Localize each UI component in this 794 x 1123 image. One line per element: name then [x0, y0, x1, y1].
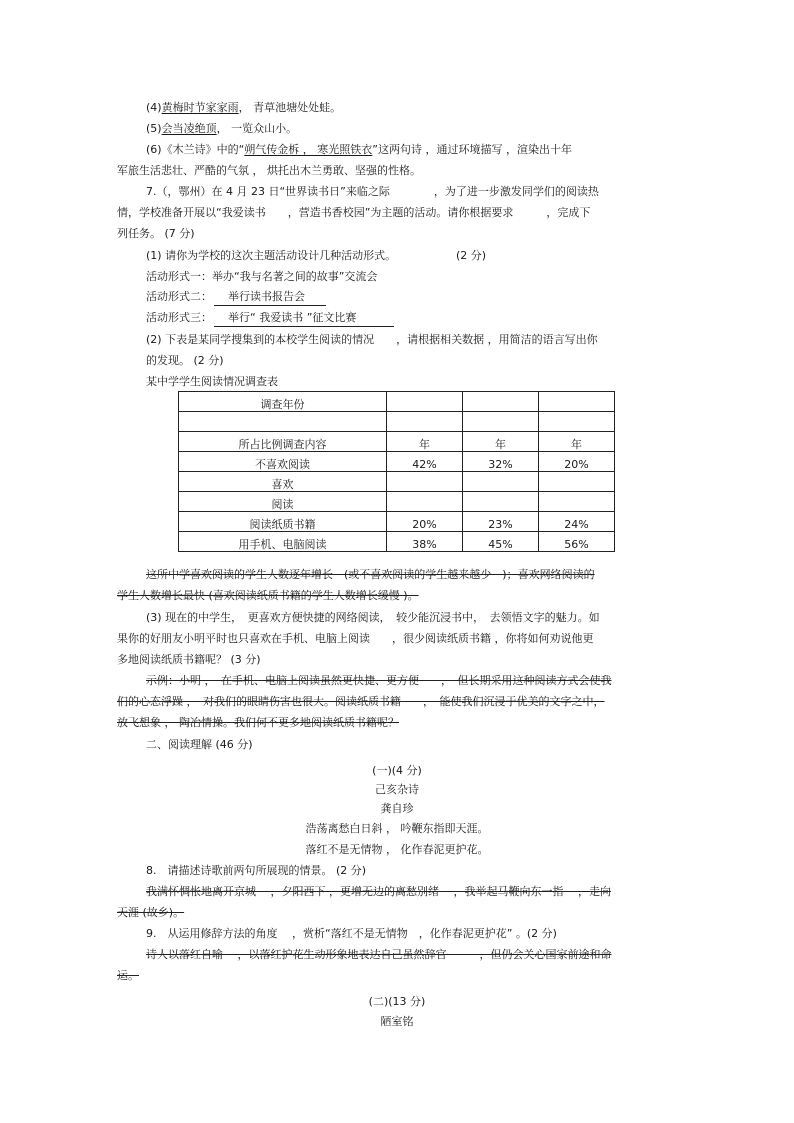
- table-cell: 20%: [539, 452, 615, 472]
- part1-heading: (一)(4 分): [372, 764, 422, 777]
- answer-blank: 会当凌绝顶: [161, 122, 217, 135]
- row-label: 喜欢: [179, 472, 387, 492]
- q8-question: 8. 请描述诗歌前两句所展现的情景。 (2 分): [146, 864, 367, 877]
- q7-sub1-points: (2 分): [456, 249, 487, 262]
- line-text: ， 青草池塘处处蛙。: [238, 101, 342, 114]
- table-cell: [463, 392, 539, 412]
- part2-heading: (二)(13 分): [368, 995, 426, 1008]
- table-title: 某中学学生阅读情况调查表: [146, 375, 278, 388]
- poem-author: 龚自珍: [380, 802, 414, 815]
- q7-sub3-answer-line-2: 们的心态浮躁 ， 对我们的眼睛伤害也很大。阅读纸质书籍 ， 能使我们沉浸于优美的文字之中，: [117, 695, 605, 708]
- q9-answer-line-1: 诗人以落红自喻 ，以落红护花生动形象地表达自己虽然辞官 ，但仍会关心国家前途和命: [146, 948, 612, 961]
- fill-line-5: [146, 122, 297, 136]
- q7-line-3: 列任务。 (7 分): [117, 227, 195, 240]
- answer-blank: 黄梅时节家家雨: [161, 101, 239, 114]
- table-row: [179, 432, 615, 452]
- q7-sub2-answer-line-2: 学生人数增长最快 (喜欢阅读纸质书籍的学生人数增长缓慢 )。: [117, 589, 419, 602]
- table-cell: [179, 412, 387, 432]
- table-cell: [539, 412, 615, 432]
- year-cell: 年: [463, 432, 539, 452]
- q7-sub3-line-3: 多地阅读纸质书籍呢？ (3 分): [117, 653, 261, 666]
- q7-sub2-answer-line-1: 这所中学喜欢阅读的学生人数逐年增长 (或不喜欢阅读的学生越来越少 )；喜欢网络阅读的: [146, 568, 595, 581]
- line-text: ， 一览众山小。: [216, 122, 298, 135]
- item-number: (6)《木兰诗》中的“: [146, 143, 245, 156]
- table-cell: [539, 472, 615, 492]
- q7-sub3-line-1: (3) 现在的中学生， 更喜欢方便快捷的网络阅读， 较少能沉浸书中， 去领悟文字的魅力。如: [146, 611, 600, 624]
- row-label: 不喜欢阅读: [179, 452, 387, 472]
- activity-form-3-label: 活动形式三：: [146, 311, 212, 324]
- activity-form-3-answer: 举行“ 我爱读书 ”征文比赛: [228, 311, 357, 324]
- q7-sub2-line-2: 的发现。 (2 分): [146, 354, 224, 367]
- table-cell: [387, 492, 463, 512]
- fill-line-6: [146, 143, 572, 157]
- line-text: ”这两句诗 ，通过环境描写 ，渲染出十年: [372, 143, 572, 156]
- table-cell: [387, 472, 463, 492]
- table-row: [179, 532, 615, 552]
- row-label: 阅读纸质书籍: [179, 512, 387, 532]
- q9-answer-line-2: 运。: [117, 969, 139, 982]
- table-header-cell: 所占比例调查内容: [179, 432, 387, 452]
- table-cell: 42%: [387, 452, 463, 472]
- table-cell: [387, 392, 463, 412]
- table-row: [179, 472, 615, 492]
- q7-line-2: 情，学校准备开展以“我爱读书 ，营造书香校园”为主题的活动。请你根据要求 ，完成下: [117, 206, 591, 219]
- q7-sub1-title: (1) 请你为学校的这次主题活动设计几种活动形式。: [146, 249, 397, 262]
- poem-verse-2: 落红不是无情物 ， 化作春泥更护花。: [305, 843, 489, 856]
- table-cell: 23%: [463, 512, 539, 532]
- table-cell: [387, 412, 463, 432]
- table-cell: [463, 492, 539, 512]
- table-header-cell: 调查年份: [179, 392, 387, 412]
- year-cell: 年: [387, 432, 463, 452]
- table-cell: 56%: [539, 532, 615, 552]
- table-cell: [463, 412, 539, 432]
- row-label: 用手机、电脑阅读: [179, 532, 387, 552]
- item-number: (4): [146, 101, 162, 114]
- table-row: [179, 392, 615, 412]
- q8-answer-line-1: 我满怀惆怅地离开京城 ，夕阳西下 ，更增无边的离愁别绪 ，我举起马鞭向东一指 ，走向: [146, 885, 611, 898]
- section-heading: 二、阅读理解 (46 分): [146, 738, 253, 751]
- q7-sub3-answer-line-3: 放飞想象 ， 陶冶情操。我们何不更多地阅读纸质书籍呢？: [117, 716, 399, 729]
- activity-form-1: 活动形式一：举办“我与名著之间的故事”交流会: [146, 270, 378, 283]
- table-cell: [463, 472, 539, 492]
- answer-blank: 朔气传金柝 ， 寒光照铁衣: [244, 143, 373, 156]
- table-cell: 45%: [463, 532, 539, 552]
- table-cell: 24%: [539, 512, 615, 532]
- q8-answer-line-2: 天涯 (故乡)。: [117, 906, 185, 919]
- table-cell: 20%: [387, 512, 463, 532]
- fill-line-6-cont: 军旅生活悲壮、严酷的气氛 ， 烘托出木兰勇敢、坚强的性格。: [117, 164, 421, 177]
- q7-sub3-line-2: 果你的好朋友小明平时也只喜欢在手机、电脑上阅读 ，很少阅读纸质书籍 ，你将如何劝说他更: [117, 632, 594, 645]
- table-cell: [539, 392, 615, 412]
- part2-title: 陋室铭: [380, 1015, 414, 1028]
- q7-line-1: 7.（，鄂州）在 4 月 23 日“世界读书日”来临之际 ，为了进一步激发同学们的阅读热: [146, 185, 599, 198]
- table-row: [179, 492, 615, 512]
- poem-title: 己亥杂诗: [375, 783, 419, 796]
- answer-underline: [214, 326, 394, 327]
- reading-survey-table: [178, 391, 615, 552]
- table-row: [179, 512, 615, 532]
- q9-question: 9. 从运用修辞方法的角度 ，赏析“落红不是无情物 ，化作春泥更护花” 。(2 分): [146, 927, 557, 940]
- activity-form-2-answer: 举行读书报告会: [228, 290, 305, 303]
- answer-underline: [214, 305, 326, 306]
- item-number: (5): [146, 122, 162, 135]
- q7-sub3-answer-line-1: 示例：小明 ， 在手机、电脑上阅读虽然更快捷、更方便 ， 但长期采用这种阅读方式会使我: [146, 674, 612, 687]
- row-label: 阅读: [179, 492, 387, 512]
- table-cell: [539, 492, 615, 512]
- q7-sub2-line-1: (2) 下表是某同学搜集到的本校学生阅读的情况 ，请根据相关数据 ，用简洁的语言写出你: [146, 333, 598, 346]
- table-cell: 32%: [463, 452, 539, 472]
- table-row: [179, 412, 615, 432]
- table-cell: 38%: [387, 532, 463, 552]
- table-row: [179, 452, 615, 472]
- year-cell: 年: [539, 432, 615, 452]
- fill-line-4: [146, 101, 341, 115]
- activity-form-2-label: 活动形式二：: [146, 290, 212, 303]
- poem-verse-1: 浩荡离愁白日斜 ， 吟鞭东指即天涯。: [305, 822, 489, 835]
